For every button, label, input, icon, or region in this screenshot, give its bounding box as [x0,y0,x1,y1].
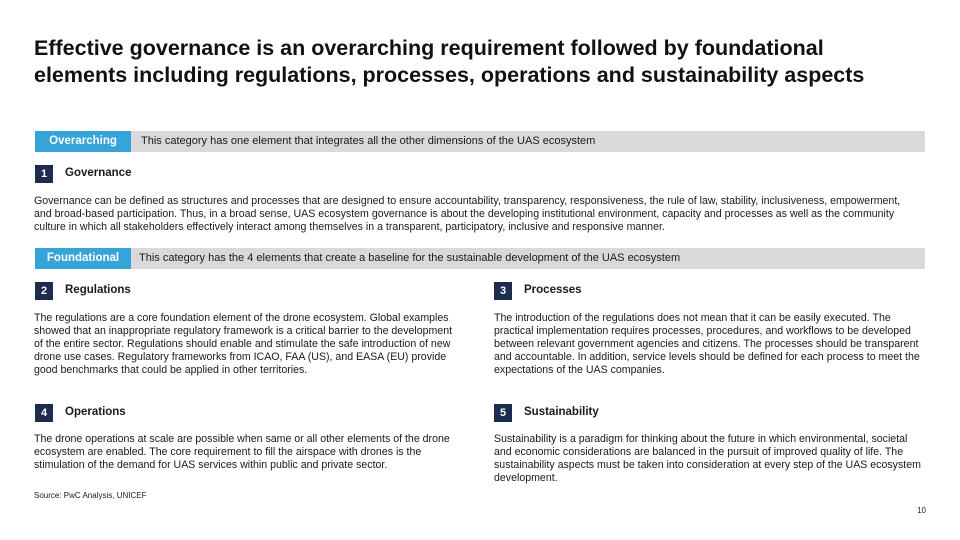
governance-text [34,195,929,234]
overarching-category-bar [35,131,925,152]
operations-heading: Operations [65,406,126,418]
sustainability-number-badge: 5 [494,404,512,422]
sustainability-text-line: sustainability aspects must be taken into consideration at every step of the UAS ecosystem [494,459,921,471]
sustainability-text-line: Sustainability is a paradigm for thinking about the future in which environmental, societal [494,433,908,445]
processes-text-line: practical implementation requires processes, procedures, and workflows to be developed [494,325,911,337]
processes-text-line: expectations of the UAS companies. [494,364,665,376]
processes-heading: Processes [524,284,582,296]
governance-text-line: Governance can be defined as structures and processes that are designed to ensure accountability, transparency, responsiveness, the rule of law, stability, inclusiveness, empowerment, [34,195,901,207]
operations-text [34,433,474,472]
operations-text-line: ecosystem are enabled. The core requirement to fill the airspace with drones is the [34,446,422,458]
foundational-category-bar [35,248,925,269]
regulations-heading: Regulations [65,284,131,296]
processes-number-badge: 3 [494,282,512,300]
governance-text-line: and broad-based participation. Thus, in a broad sense, UAS ecosystem governance is about the developing institutional environment, capacity and processes as well as the community [34,208,895,220]
regulations-text-line: showed that an inappropriate regulatory framework is a critical barrier to the development [34,325,453,337]
processes-text [494,312,929,377]
regulations-text-line: The regulations are a core foundation element of the drone ecosystem. Global examples [34,312,449,324]
source-note: Source: PwC Analysis, UNICEF [34,491,147,500]
regulations-number-badge: 2 [35,282,53,300]
page-title [34,35,934,89]
operations-number-badge: 4 [35,404,53,422]
sustainability-text-line: and economic considerations are balanced in the pursuit of improved quality of life. The [494,446,904,458]
governance-heading: Governance [65,167,132,179]
foundational-description: This category has the 4 elements that create a baseline for the sustainable development of the UAS ecosystem [139,252,681,264]
title-line-1: Effective governance is an overarching requirement followed by foundational [34,36,824,60]
sustainability-text-line: development. [494,472,558,484]
operations-text-line: stimulation of the demand for UAS services within public and private sector. [34,459,388,471]
processes-text-line: and accountable. In addition, service levels should be defined for each process to meet the [494,351,920,363]
operations-text-line: The drone operations at scale are possible when same or all other elements of the drone [34,433,450,445]
regulations-text-line: good benchmarks that could be applied in other territories. [34,364,308,376]
sustainability-heading: Sustainability [524,406,599,418]
governance-number-badge: 1 [35,165,53,183]
overarching-description: This category has one element that integrates all the other dimensions of the UAS ecosystem [141,135,596,147]
processes-text-line: between relevant government agencies and citizens. The processes should be transparent [494,338,919,350]
regulations-text-line: of the entire sector. Regulations should enable and stimulate the safe introduction of new [34,338,451,350]
foundational-tag: Foundational [35,248,131,269]
page-number: 10 [917,506,926,515]
regulations-text-line: drone use cases. Regulatory frameworks from ICAO, FAA (US), and EASA (EU) provide [34,351,447,363]
processes-text-line: The introduction of the regulations does not mean that it can be easily executed. The [494,312,891,324]
title-line-2: elements including regulations, processes, operations and sustainability aspects [34,63,865,87]
regulations-text [34,312,474,377]
overarching-tag: Overarching [35,131,131,152]
sustainability-text [494,433,929,485]
governance-text-line: culture in which all stakeholders effectively interact among themselves in a transparent, participatory, inclusive and responsive manner. [34,221,665,233]
